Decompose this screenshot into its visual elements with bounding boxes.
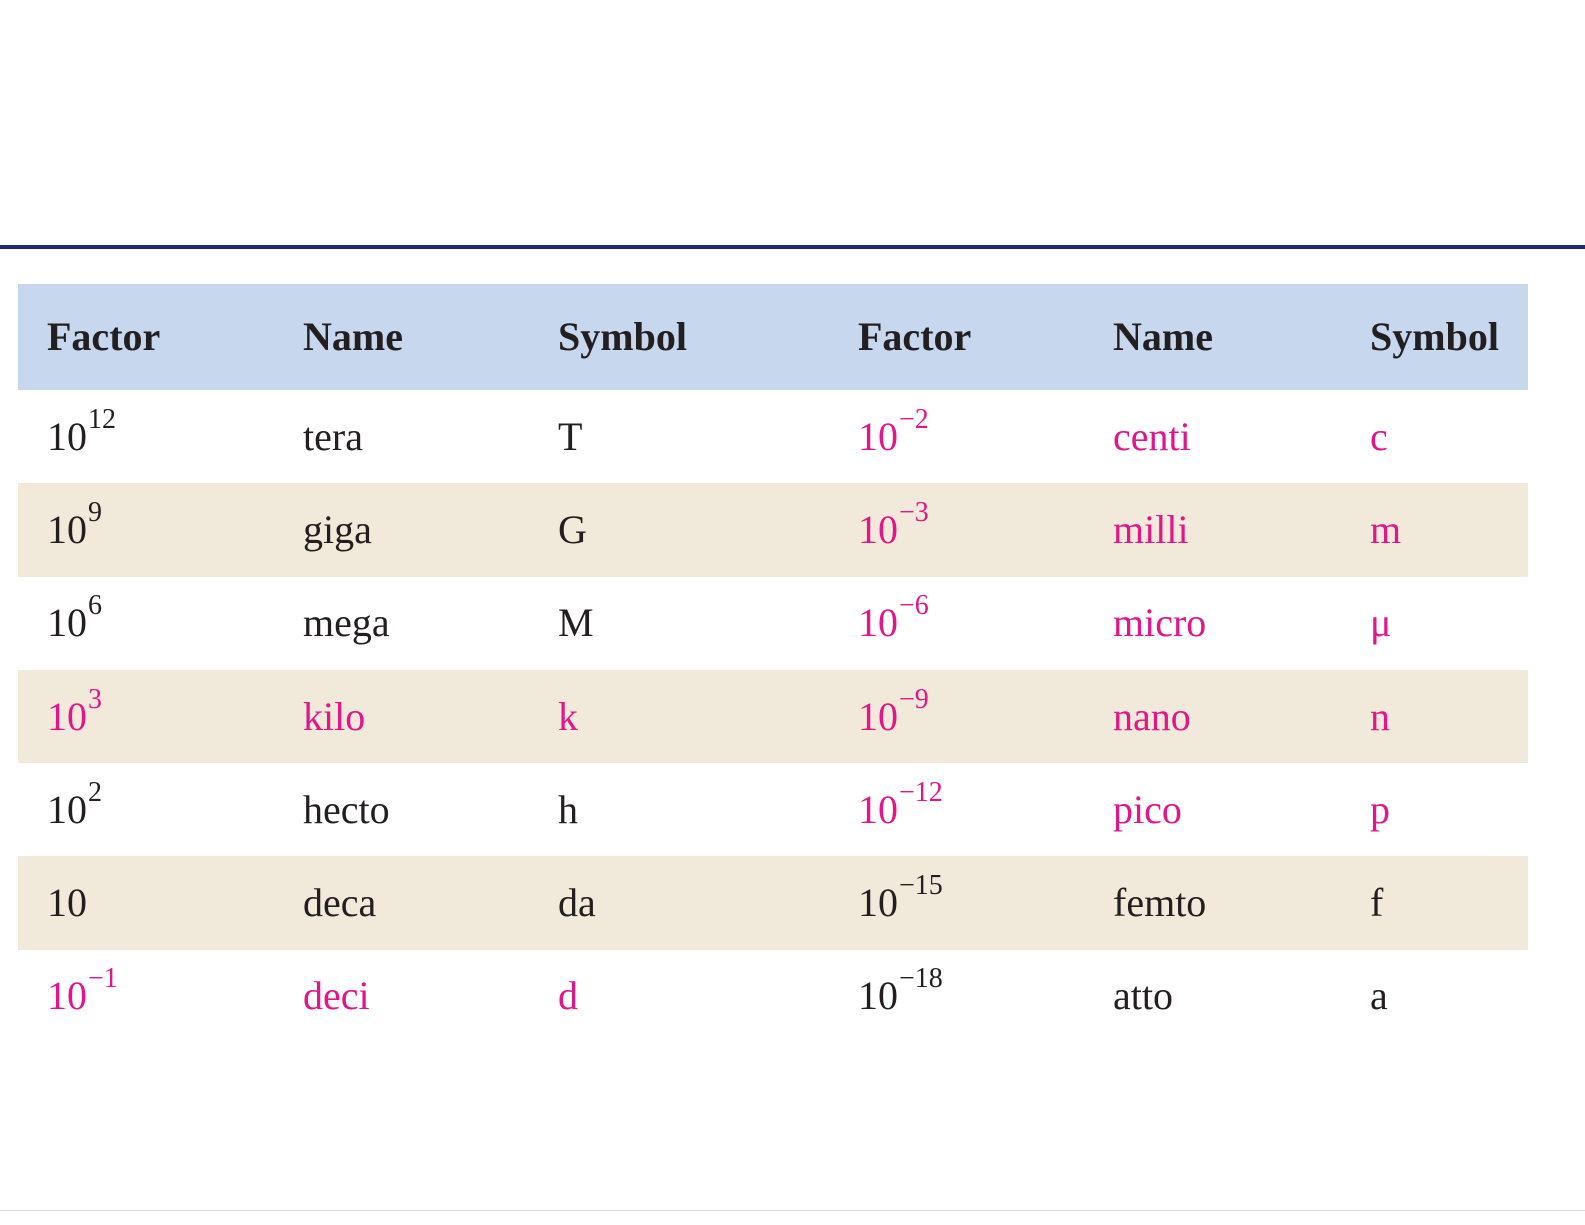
prefix-name-cell-right: atto bbox=[1113, 973, 1173, 1019]
factor-base: 10 bbox=[858, 786, 898, 832]
table-header-row bbox=[18, 284, 1528, 390]
prefix-name-cell-right: milli bbox=[1113, 506, 1189, 552]
factor-base: 10 bbox=[47, 413, 87, 459]
factor-cell-right bbox=[858, 390, 929, 483]
factor-base: 10 bbox=[858, 506, 898, 552]
factor-cell-right bbox=[858, 763, 943, 856]
table-body bbox=[18, 390, 1528, 1043]
table-row bbox=[18, 950, 1528, 1043]
prefix-symbol-cell-right: f bbox=[1370, 880, 1384, 926]
factor-exponent: 3 bbox=[88, 683, 102, 715]
prefix-name-cell-right: micro bbox=[1113, 600, 1207, 646]
prefix-name-cell-right: femto bbox=[1113, 880, 1207, 926]
prefix-name-cell-right: pico bbox=[1113, 786, 1182, 832]
prefix-name-cell-left: hecto bbox=[303, 786, 390, 832]
prefix-symbol-cell-left: da bbox=[558, 880, 596, 926]
header-factor-right: Factor bbox=[858, 314, 972, 359]
factor-base: 10 bbox=[47, 786, 87, 832]
factor-base: 10 bbox=[47, 880, 87, 926]
prefix-symbol-cell-left: T bbox=[558, 413, 583, 459]
factor-cell-left bbox=[47, 763, 102, 856]
table-row bbox=[18, 670, 1528, 763]
prefix-symbol-cell-left: k bbox=[558, 693, 578, 739]
prefix-name-cell-left: kilo bbox=[303, 693, 366, 739]
factor-cell-left bbox=[47, 390, 116, 483]
factor-exponent: 2 bbox=[88, 776, 102, 808]
factor-exponent: −18 bbox=[899, 963, 943, 995]
factor-exponent: −3 bbox=[899, 496, 929, 528]
factor-cell-left bbox=[47, 950, 118, 1043]
prefix-name-cell-left: mega bbox=[303, 600, 390, 646]
prefix-symbol-cell-right: μ bbox=[1370, 600, 1392, 646]
prefix-symbol-cell-left: G bbox=[558, 506, 587, 552]
prefix-name-cell-left: giga bbox=[303, 506, 372, 552]
factor-cell-right bbox=[858, 483, 929, 576]
table-row bbox=[18, 856, 1528, 949]
factor-cell-left bbox=[47, 670, 102, 763]
prefix-symbol-cell-right: a bbox=[1370, 973, 1388, 1019]
prefix-symbol-cell-right: n bbox=[1370, 693, 1390, 739]
table-row bbox=[18, 483, 1528, 576]
prefix-symbol-cell-left: d bbox=[558, 973, 578, 1019]
bottom-rule bbox=[0, 1210, 1585, 1211]
table-row bbox=[18, 390, 1528, 483]
header-factor-left: Factor bbox=[47, 314, 161, 359]
prefix-name-cell-left: deci bbox=[303, 973, 370, 1019]
factor-base: 10 bbox=[858, 600, 898, 646]
factor-cell-left bbox=[47, 483, 102, 576]
factor-base: 10 bbox=[858, 413, 898, 459]
factor-exponent: −15 bbox=[899, 870, 943, 902]
header-symbol-left: Symbol bbox=[558, 314, 687, 359]
factor-exponent: −6 bbox=[899, 590, 929, 622]
header-name-right: Name bbox=[1113, 314, 1213, 359]
factor-cell-right bbox=[858, 577, 929, 670]
prefix-name-cell-left: tera bbox=[303, 413, 363, 459]
factor-base: 10 bbox=[47, 600, 87, 646]
factor-cell-right bbox=[858, 950, 943, 1043]
factor-exponent: 9 bbox=[88, 496, 102, 528]
header-name-left: Name bbox=[303, 314, 403, 359]
factor-base: 10 bbox=[47, 693, 87, 739]
factor-exponent: −9 bbox=[899, 683, 929, 715]
table-row bbox=[18, 577, 1528, 670]
prefix-symbol-cell-right: p bbox=[1370, 786, 1390, 832]
si-prefix-table bbox=[18, 284, 1528, 1043]
prefix-symbol-cell-right: c bbox=[1370, 413, 1388, 459]
factor-base: 10 bbox=[858, 693, 898, 739]
table-row bbox=[18, 763, 1528, 856]
factor-cell-right bbox=[858, 856, 943, 949]
factor-base: 10 bbox=[858, 973, 898, 1019]
factor-cell-left bbox=[47, 856, 87, 949]
prefix-name-cell-right: nano bbox=[1113, 693, 1191, 739]
prefix-symbol-cell-left: h bbox=[558, 786, 578, 832]
factor-exponent: 12 bbox=[88, 403, 116, 435]
factor-base: 10 bbox=[47, 973, 87, 1019]
top-rule bbox=[0, 245, 1585, 249]
prefix-name-cell-right: centi bbox=[1113, 413, 1191, 459]
prefix-symbol-cell-right: m bbox=[1370, 506, 1402, 552]
prefix-symbol-cell-left: M bbox=[558, 600, 594, 646]
factor-exponent: −1 bbox=[88, 963, 118, 995]
factor-exponent: −2 bbox=[899, 403, 929, 435]
factor-exponent: −12 bbox=[899, 776, 943, 808]
factor-exponent: 6 bbox=[88, 590, 102, 622]
header-symbol-right: Symbol bbox=[1370, 314, 1499, 359]
factor-cell-left bbox=[47, 577, 102, 670]
factor-base: 10 bbox=[47, 506, 87, 552]
factor-base: 10 bbox=[858, 880, 898, 926]
factor-cell-right bbox=[858, 670, 929, 763]
prefix-name-cell-left: deca bbox=[303, 880, 377, 926]
